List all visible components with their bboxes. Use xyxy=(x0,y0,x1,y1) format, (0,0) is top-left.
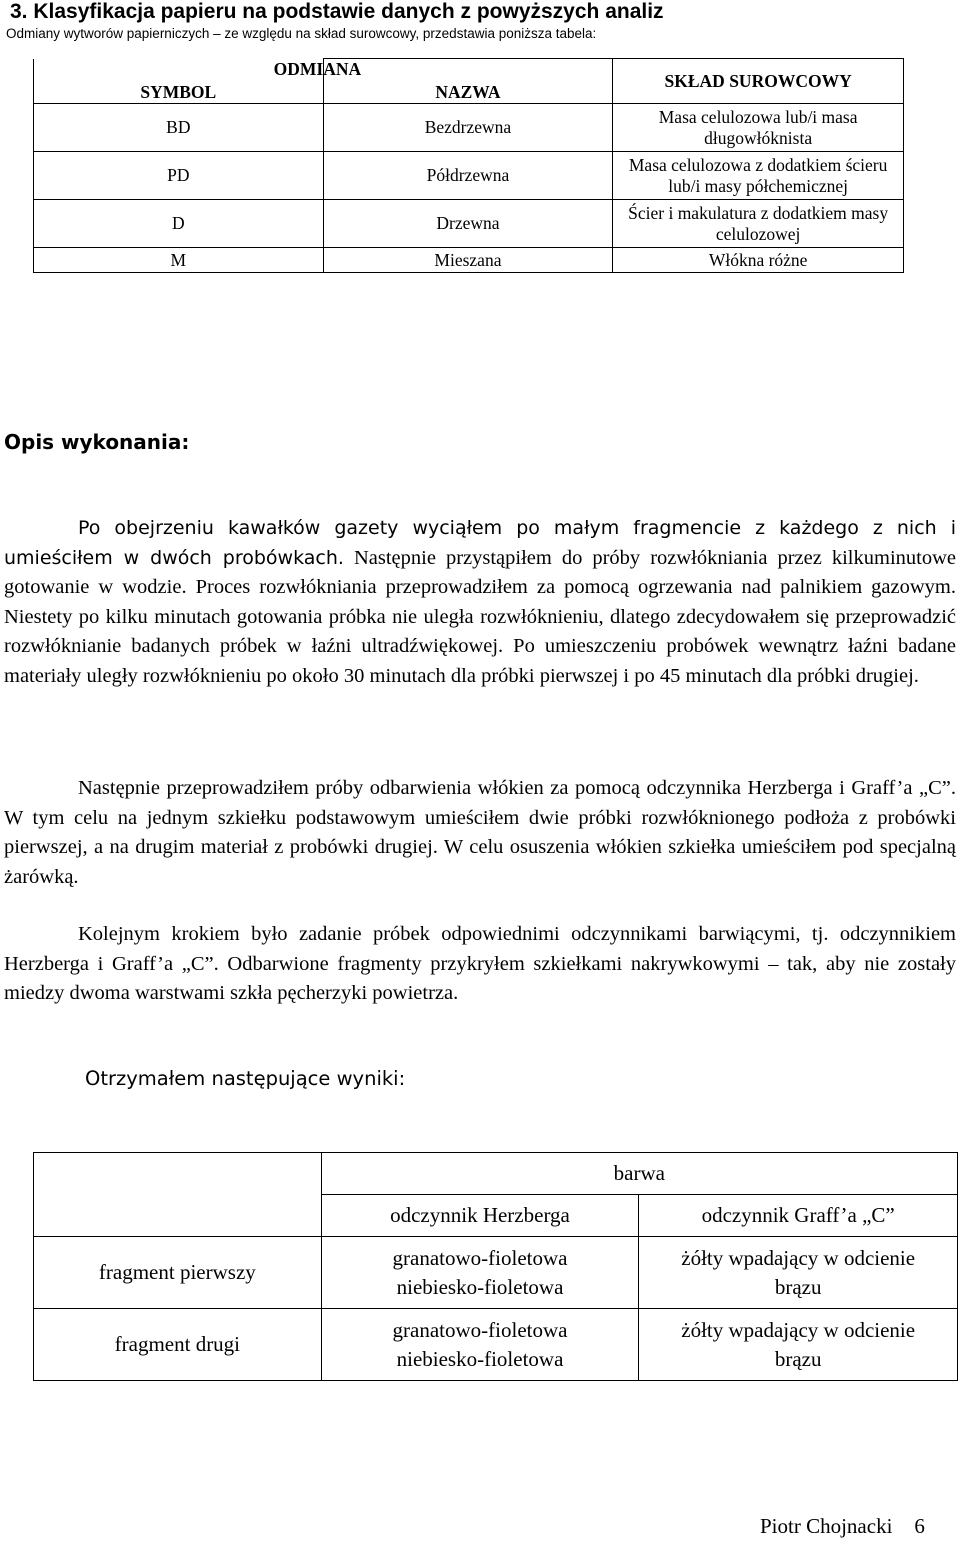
table-cell-symbol: PD xyxy=(34,152,324,200)
paragraph-text: Następnie przeprowadziłem próby odbarwienia włókien za pomocą odczynnika Herzberga i Graff’a „C”. W tym celu na jednym szkiełku podstawowym umieściłem dwie próbki rozwłóknionego podłoża z probówki pierwszej, a na drugim materiał z probówki drugiej. W celu osuszenia włókien szkiełka umieściłem pod specjalną żarówką. xyxy=(4,777,956,888)
paragraph-decolorization xyxy=(4,774,956,892)
results-cell-line: granatowo-fioletowa xyxy=(392,1245,568,1270)
header-odmiana: ODMIANA xyxy=(273,59,362,79)
paragraph-body: Następnie przystąpiłem do próby rozwłókniania przez kilkuminutowe gotowanie w wodzie. Proces rozwłókniania przeprowadziłem za pomocą ogrzewania nad palnikiem gazowym. Niestety po kilku minutach gotowania próbka nie uległa rozwłóknieniu, dlatego zdecydowałem się przeprowadzić rozwłóknianie badanych próbek w łaźni ultradźwiękowej. Po umieszczeniu probówek wewnątrz łaźni badane materiały uległy rozwłóknieniu po około 30 minutach dla próbki pierwszej i po 45 minutach dla próbki drugiej. xyxy=(4,546,956,687)
table-cell-name: Półdrzewna xyxy=(323,152,613,200)
header-name: NAZWA xyxy=(323,81,613,104)
table-cell-name: Mieszana xyxy=(323,248,613,273)
results-cell-line: brązu xyxy=(774,1274,822,1299)
paragraph-intro: Po obejrzeniu kawałków gazety wyciąłem po małym fragmencie z każdego z nich i umieściłem w dwóch probówkach. xyxy=(4,517,956,569)
results-col-graff: odczynnik Graff’a „C” xyxy=(639,1195,958,1237)
table-cell-symbol: BD xyxy=(34,104,324,152)
header-symbol: SYMBOL xyxy=(34,81,324,104)
results-cell-line: żółty wpadający w odcienie xyxy=(681,1245,916,1270)
table-cell-composition: Włókna różne xyxy=(613,248,904,273)
paragraph-text: Kolejnym krokiem było zadanie próbek odpowiednimi odczynnikami barwiącymi, tj. odczynnikiem Herzberga i Graff’a „C”. Odbarwione fragmenty przykryłem szkiełkami nakrywkowymi – tak, aby nie zostały miedzy dwoma warstwami szkła pęcherzyki powietrza. xyxy=(4,923,956,1004)
results-row-label: fragment drugi xyxy=(34,1309,322,1381)
results-table xyxy=(33,1152,958,1381)
results-cell-line: brązu xyxy=(774,1346,822,1371)
results-cell-line: granatowo-fioletowa xyxy=(392,1317,568,1342)
table-cell-name: Drzewna xyxy=(323,200,613,248)
table-cell-composition: Ścier i makulatura z dodatkiem masy celulozowej xyxy=(613,200,904,248)
table-caption: Odmiany wytworów papierniczych – ze względu na skład surowcowy, przedstawia poniższa tabela: xyxy=(6,26,597,41)
section-heading: 3. Klasyfikacja papieru na podstawie danych z powyższych analiz xyxy=(10,0,664,23)
section-title: Opis wykonania: xyxy=(4,430,190,454)
page-footer xyxy=(760,1514,925,1539)
table-cell-symbol: M xyxy=(34,248,324,273)
classification-table xyxy=(33,58,904,273)
results-cell xyxy=(321,1309,639,1381)
header-group-cell xyxy=(273,59,613,82)
results-row-label: fragment pierwszy xyxy=(34,1237,322,1309)
results-cell xyxy=(639,1237,958,1309)
paragraph-staining xyxy=(4,920,956,1009)
table-cell-composition: Masa celulozowa lub/i masa długowłóknista xyxy=(613,104,904,152)
results-title: Otrzymałem następujące wyniki: xyxy=(85,1067,406,1090)
header-composition: SKŁAD SUROWCOWY xyxy=(613,59,904,104)
results-cell xyxy=(639,1309,958,1381)
table-cell-name: Bezdrzewna xyxy=(323,104,613,152)
results-cell xyxy=(321,1237,639,1309)
results-empty-corner xyxy=(34,1153,322,1237)
results-cell-line: niebiesko-fioletowa xyxy=(396,1274,564,1299)
footer-author: Piotr Chojnacki xyxy=(760,1514,893,1538)
table-cell-symbol: D xyxy=(34,200,324,248)
results-cell-line: żółty wpadający w odcienie xyxy=(681,1317,916,1342)
results-group-header: barwa xyxy=(321,1153,957,1195)
table-cell-composition: Masa celulozowa z dodatkiem ścieru lub/i masy półchemicznej xyxy=(613,152,904,200)
results-cell-line: niebiesko-fioletowa xyxy=(396,1346,564,1371)
paragraph-procedure xyxy=(4,514,956,691)
page-number: 6 xyxy=(914,1514,925,1538)
results-col-herzberg: odczynnik Herzberga xyxy=(321,1195,639,1237)
